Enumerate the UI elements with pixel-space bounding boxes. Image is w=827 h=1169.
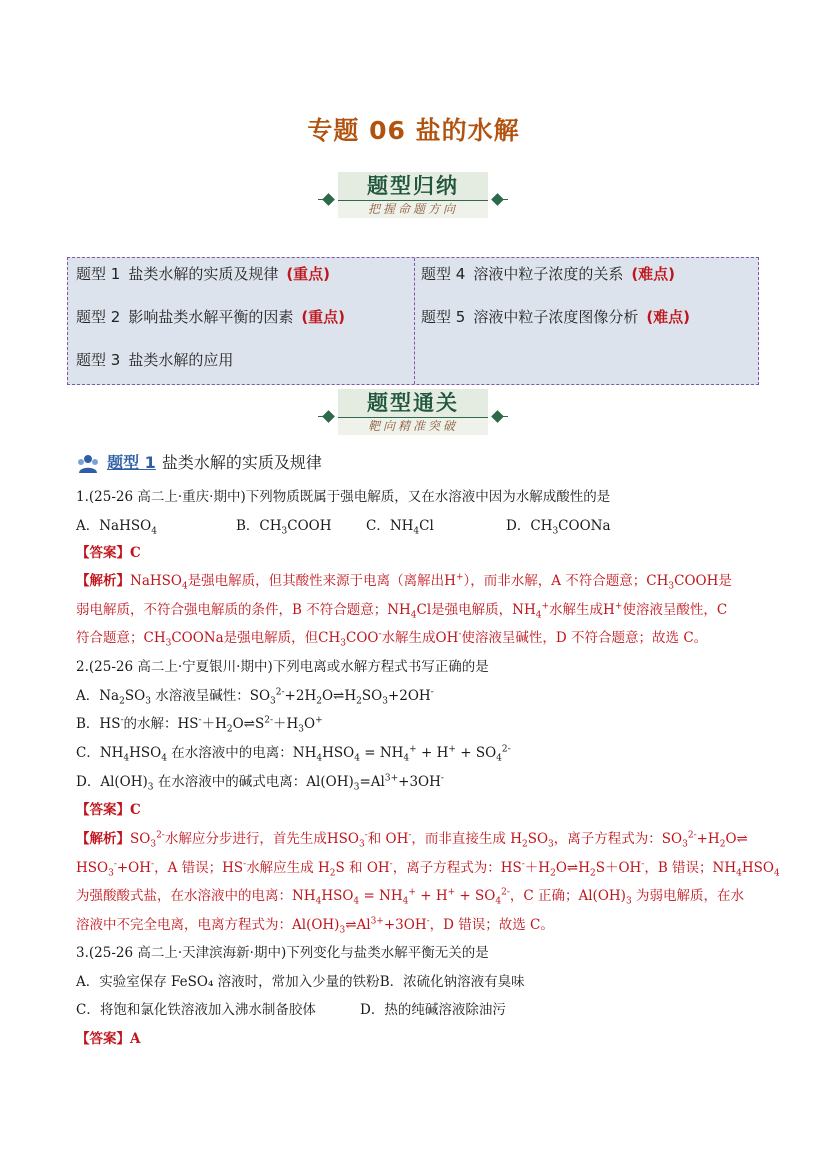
toc-item-5[interactable]: 题型 5 溶液中粒子浓度图像分析 (难点): [421, 308, 691, 326]
q1-analysis-3: 符合题意；$CH_3COONa$是强电解质，但$CH_3COO^-$水解生成OH-使溶液呈碱性，D 不符合题意；故选 C。: [76, 629, 708, 649]
summary-banner-title: 题型归纳: [338, 172, 488, 202]
people-icon: [76, 452, 100, 476]
practice-banner: [318, 389, 508, 435]
practice-banner-title: 题型通关: [338, 389, 488, 419]
q1-analysis-1: 【解析】NaHSO$_4$是强电解质，但其酸性来源于电离（离解出H+），而非水解，A 不符合题意；$CH_3COOH$是: [76, 572, 732, 592]
q1-analysis-2: 弱电解质，不符合强电解质的条件，B 不符合题意；$NH_4Cl$是强电解质，$NH_4^+$水解生成H+使溶液呈酸性，C: [76, 601, 728, 621]
summary-banner-subtitle: 把握命题方向: [338, 201, 488, 218]
section-heading: [76, 450, 322, 476]
q1-options: A．NaHSO$_4$ B．$CH_3COOH$ C．$NH_4Cl$ D．$CH_3COONa$: [76, 518, 611, 537]
toc-item-2[interactable]: 题型 2 影响盐类水解平衡的因素 (重点): [76, 308, 346, 326]
q2-option-c: C．$NH_4HSO_4$ 在水溶液中的电离：$NH_4HSO_4 = NH_4^+ + H^+ + SO_4^{2-}$: [76, 744, 511, 764]
q2-analysis-2: $HSO_3^-+OH^-$，A 错误；HS-水解应生成 $H_2S$ 和 OH-，离子方程式为：$HS^-+H_2O\rightleftharpoons H_2S+OH^-$，B 错误；$NH_4HSO_4$: [76, 859, 780, 879]
q3-options-row2: C．将饱和氯化铁溶液加入沸水制备胶体 D．热的纯碱溶液除油污: [76, 1002, 506, 1018]
q2-stem: 2.(25-26 高二上·宁夏银川·期中)下列电离或水解方程式书写正确的是: [76, 659, 489, 675]
section-label: 题型 1: [107, 453, 156, 472]
practice-banner-subtitle: 靶向精准突破: [338, 418, 488, 435]
toc-item-4[interactable]: 题型 4 溶液中粒子浓度的关系 (难点): [421, 265, 676, 283]
section-title: 盐类水解的实质及规律: [161, 453, 322, 472]
q2-option-d: D．$Al(OH)_3$ 在水溶液中的碱式电离：$Al(OH)_3=Al^{3+}+3OH^-$: [76, 773, 444, 793]
summary-banner: [318, 172, 508, 218]
q3-options-row1: A．实验室保存 FeSO₄ 溶液时，常加入少量的铁粉B．浓硫化钠溶液有臭味: [76, 974, 525, 990]
q1-answer: 【答案】C: [76, 545, 141, 561]
q2-answer: 【答案】C: [76, 802, 141, 818]
q3-answer: 【答案】A: [76, 1031, 141, 1047]
page-title: 专题 06 盐的水解: [307, 116, 520, 145]
q2-analysis-4: 溶液中不完全电离，电离方程式为：$Al(OH)_3\rightleftharpoons Al^{3+}+3OH^-$，D 错误；故选 C。: [76, 916, 554, 936]
q2-option-b: B．HS-的水解：$HS^-+H_2O\rightleftharpoons S^{2-}+H_3O^+$: [76, 715, 323, 735]
q2-option-a: A．$Na_2SO_3$ 水溶液呈碱性：$SO_3^{2-}+2H_2O\rightleftharpoons H_2SO_3+2OH^-$: [76, 687, 434, 707]
toc-item-1[interactable]: 题型 1 盐类水解的实质及规律 (重点): [76, 265, 331, 283]
q2-analysis-3: 为强酸酸式盐，在水溶液中的电离：$NH_4HSO_4 = NH_4^+ + H^+ + SO_4^{2-}$，C 正确；$Al(OH)_3$ 为弱电解质，在水: [76, 887, 744, 907]
q3-stem: 3.(25-26 高二上·天津滨海新·期中)下列变化与盐类水解平衡无关的是: [76, 945, 489, 961]
toc-item-3[interactable]: 题型 3 盐类水解的应用: [76, 351, 234, 369]
q2-analysis-1: 【解析】$SO_3^{2-}$水解应分步进行，首先生成$HSO_3^-$和 OH-，而非直接生成 $H_2SO_3$，离子方程式为：$SO_3^{2-}+H_2O\rightleftharpoons$: [76, 830, 748, 850]
topic-table: [67, 257, 759, 385]
q1-stem: 1.(25-26 高二上·重庆·期中)下列物质既属于强电解质，又在水溶液中因为水解成酸性的是: [76, 489, 611, 505]
